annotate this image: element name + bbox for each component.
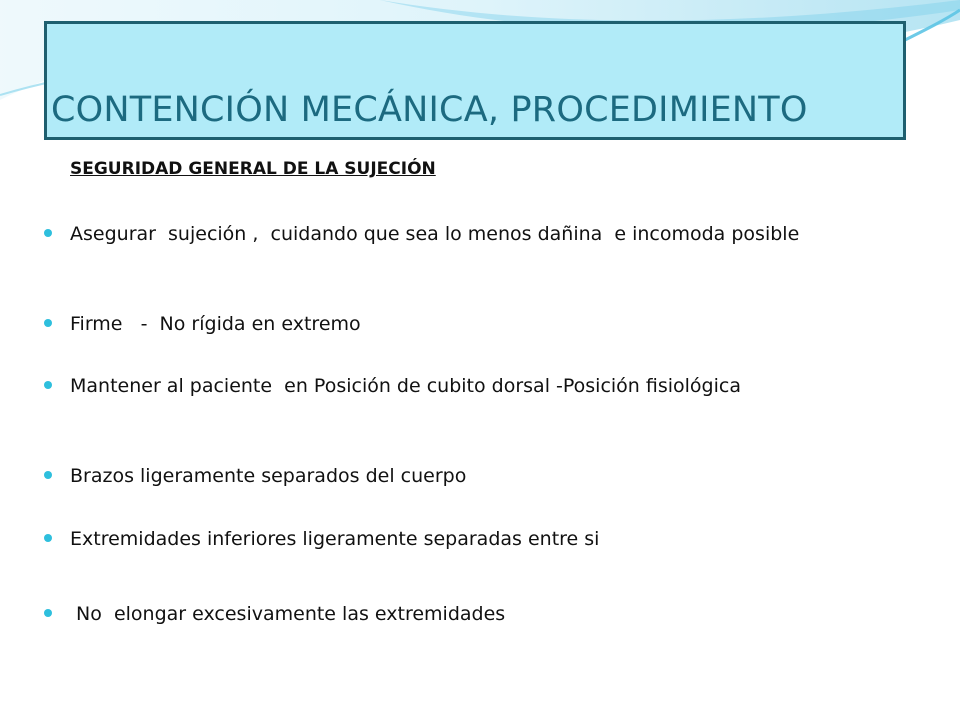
bullet-text: Mantener al paciente en Posición de cubito dorsal -Posición fisiológica [70,375,741,397]
bullet-text: No elongar excesivamente las extremidades [70,603,506,625]
bullet-dot-icon [44,534,52,542]
bullet-dot-icon [44,229,52,237]
list-item [70,465,830,487]
slide-title: CONTENCIÓN MECÁNICA, PROCEDIMIENTO [51,90,808,130]
list-item [70,313,830,335]
list-item [70,603,830,625]
bullet-dot-icon [44,471,52,479]
list-item [70,223,830,245]
list-item [70,528,830,550]
bullet-dot-icon [44,381,52,389]
section-heading: SEGURIDAD GENERAL DE LA SUJECIÓN [70,159,436,179]
bullet-text: Extremidades inferiores ligeramente separadas entre si [70,528,600,550]
bullet-text: Firme - No rígida en extremo [70,313,361,335]
title-box [44,21,906,140]
bullet-dot-icon [44,609,52,617]
bullet-text: Asegurar sujeción , cuidando que sea lo menos dañina e incomoda posible [70,223,800,245]
list-item [70,375,830,397]
bullet-dot-icon [44,319,52,327]
bullet-text: Brazos ligeramente separados del cuerpo [70,465,467,487]
